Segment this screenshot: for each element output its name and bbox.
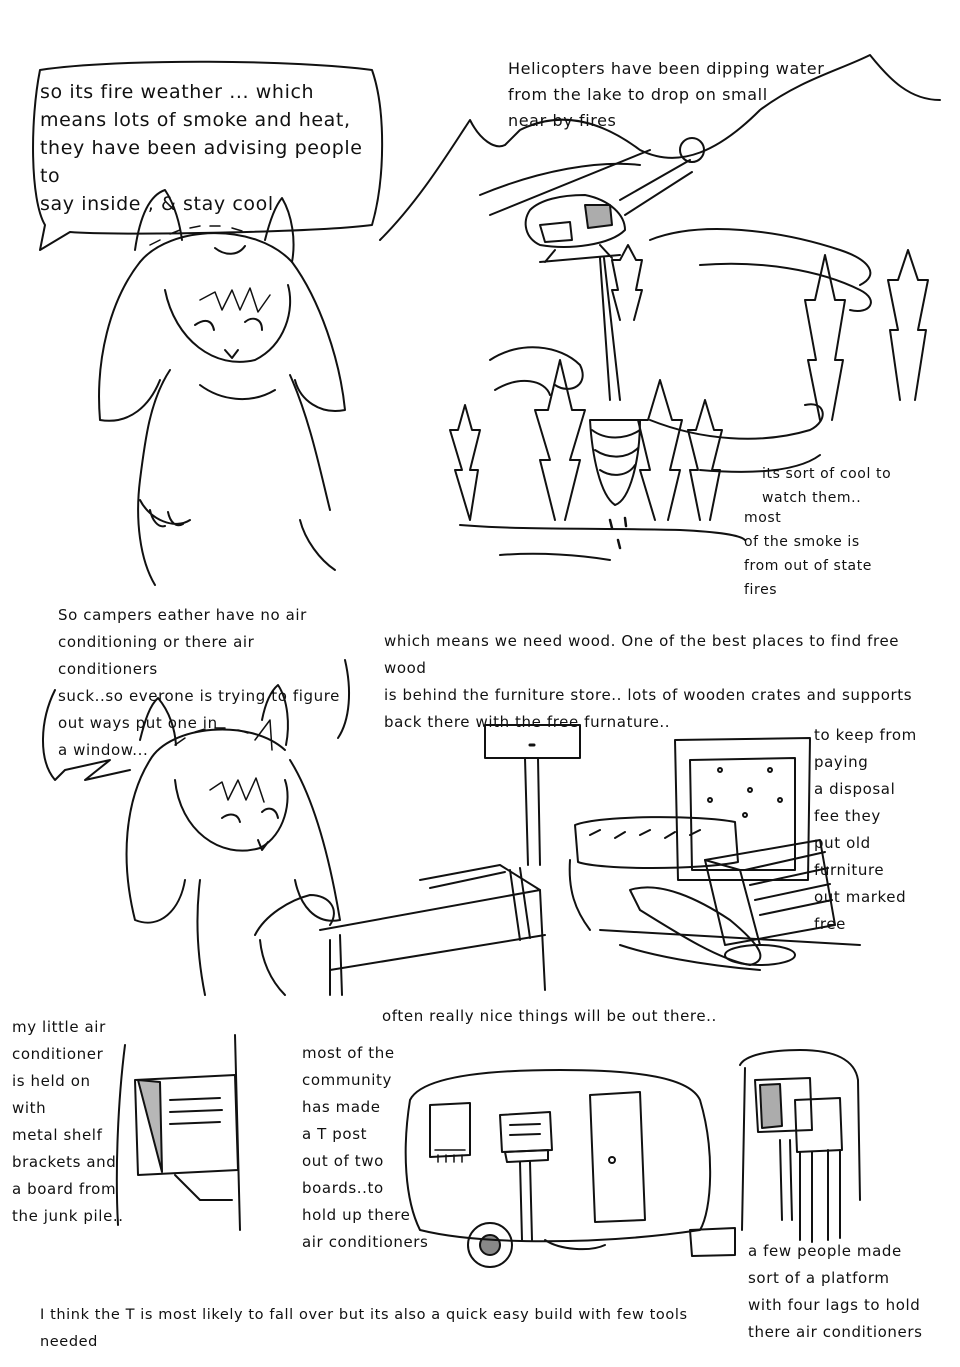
panel2-caption-helicopters: Helicopters have been dipping water from the lake to drop on small near by fires [508, 59, 825, 130]
panel4-caption-t-post: most of the community has made a T post out of two boards..to hold up there air conditioners [302, 1044, 429, 1251]
camper-trailer [406, 1070, 735, 1267]
character-hooded-girl [99, 190, 345, 585]
panel4-caption-t-most-likely-to-fall: I think the T is most likely to fall over but its also a quick easy build with few tools needed [40, 1307, 688, 1350]
free-sign-post [485, 725, 580, 865]
panel2-caption-cool-to-watch: its sort of cool to watch them.. [762, 466, 892, 506]
wooden-bed-frame [320, 865, 545, 995]
four-leg-platform [740, 1050, 860, 1242]
panel3-speech-text: So campers eather have no air conditioning or there air conditioners suck..so everone is trying to figure out ways put one in a window... [58, 606, 341, 759]
panel2-caption-smoke-source: most of the smoke is from out of state fires [744, 510, 873, 598]
panel1-speech-text: so its fire weather ... which means lots of smoke and heat, they have been advising people to say inside , & stay cool [40, 81, 363, 215]
panel4-caption-platform: a few people made sort of a platform with four lags to hold there air conditioners [748, 1242, 923, 1341]
panel3-caption-nice-things: often really nice things will be out there.. [382, 1007, 717, 1025]
panel4-caption-my-air-conditioner: my little air conditioner is held on with metal shelf brackets and a board from the junk pile.. [12, 1018, 124, 1225]
lake-shore [460, 525, 745, 560]
panel3-caption-wood: which means we need wood. One of the best places to find free wood is behind the furniture store.. lots of wooden crates and supports back there with the free furnature.. [384, 632, 913, 731]
panel3-caption-disposal-fee: to keep from paying a disposal fee they put old furniture out marked free [814, 726, 917, 933]
helicopter [480, 138, 704, 400]
